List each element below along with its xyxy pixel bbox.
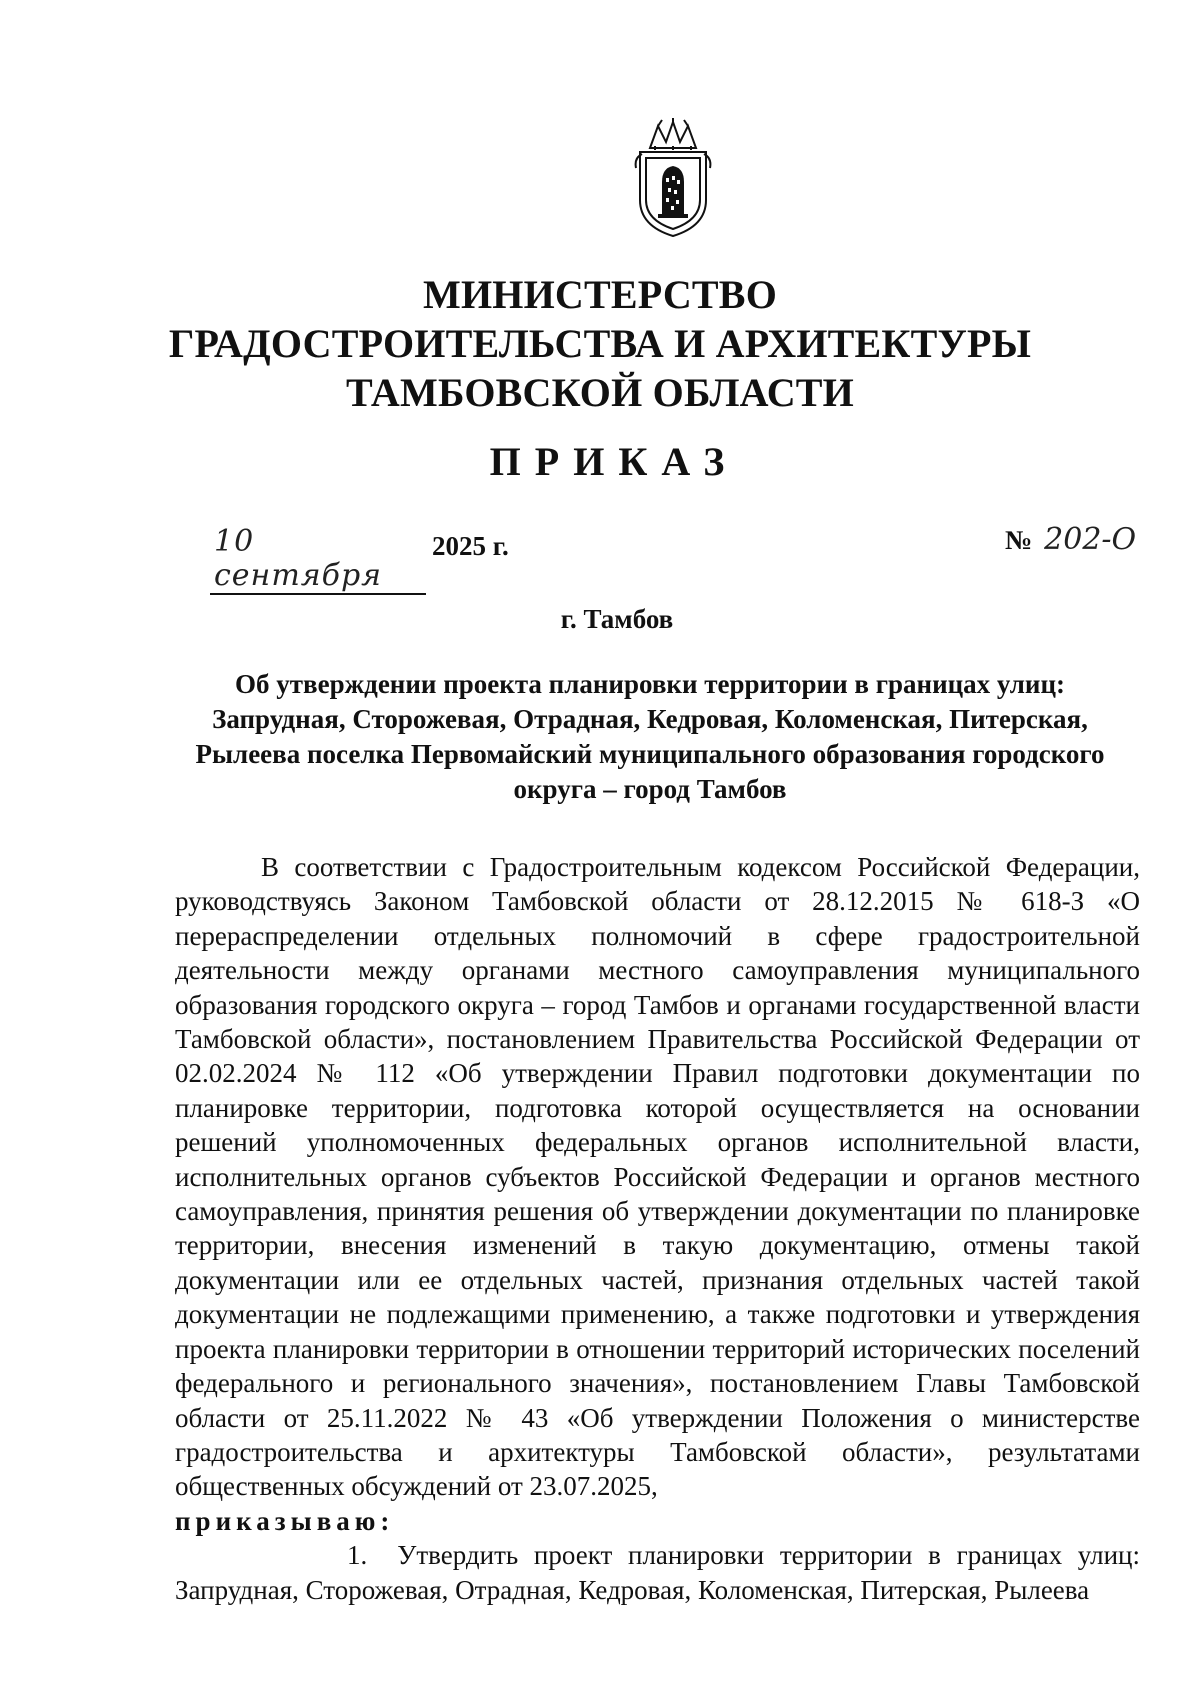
city-name: г. Тамбов (560, 604, 674, 634)
order-word: приказываю: (175, 1505, 395, 1536)
number-sign: № (1005, 525, 1033, 555)
handwritten-number: 202-О (1044, 522, 1137, 557)
ministry-name-line-2: ГРАДОСТРОИТЕЛЬСТВА И АРХИТЕКТУРЫ (168, 321, 1032, 366)
preamble-paragraph: В соответствии с Градостроительным кодексом Российской Федерации, руководствуясь Законом Тамбовской области от 28.12.2015 № 618-З «О перераспределении отдельных полномочий в сфере градостроительной деятельности между органами местного самоуправления муниципального образования городского округа – город Тамбов и органами государственной власти Тамбовской области», постановлением Правительства Российской Федерации от 02.02.2024 № 112 «Об утверждении Правил подготовки документации по планировке территории, подготовка которой осуществляется на основании решений уполномоченных федеральных органов исполнительной власти, исполнительных органов субъектов Российской Федерации и органов местного самоуправления, принятия решения об утверждении документации по планировке территории, внесения изменений в такую документацию, отмены такой документации или ее отдельных частей, признания отдельных частей такой документации не подлежащими применению, а также подготовки и утверждения проекта планировки территории в отношении территорий исторических поселений федерального и регионального значения», постановлением Главы Тамбовской области от 25.11.2022 № 43 «Об утверждении Положения о министерстве градостроительства и архитектуры Тамбовской области», результатами общественных обсуждений от 23.07.2025, (175, 852, 1140, 1502)
ministry-name-line-1: МИНИСТЕРСТВО (422, 272, 778, 317)
coat-of-arms-emblem (628, 118, 718, 240)
ministry-name (0, 270, 1200, 417)
order-subject (170, 667, 1130, 807)
subject-line-4: округа – город Тамбов (513, 774, 787, 804)
order-word-paragraph (175, 1504, 1140, 1538)
order-year: 2025 г. (432, 531, 509, 561)
handwritten-date: 10 сентября (210, 525, 426, 595)
order-number (1005, 522, 1136, 557)
document-type-title: ПРИКАЗ (489, 439, 739, 484)
subject-line-3: Рылеева поселка Первомайский муниципального образования городского (195, 739, 1105, 769)
order-item-1 (175, 1538, 1140, 1607)
ministry-name-line-3: ТАМБОВСКОЙ ОБЛАСТИ (346, 370, 854, 415)
subject-line-1: Об утверждении проекта планировки территории в границах улиц: (234, 669, 1066, 699)
subject-line-2: Запрудная, Сторожевая, Отрадная, Кедровая, Коломенская, Питерская, (212, 704, 1088, 734)
order-body (175, 850, 1140, 1607)
order-item-text: Утвердить проект планировки территории в границах улиц: Запрудная, Сторожевая, Отрадная, Кедровая, Коломенская, Питерская, Рылеева (175, 1540, 1140, 1605)
order-item-number: 1. (347, 1540, 368, 1571)
